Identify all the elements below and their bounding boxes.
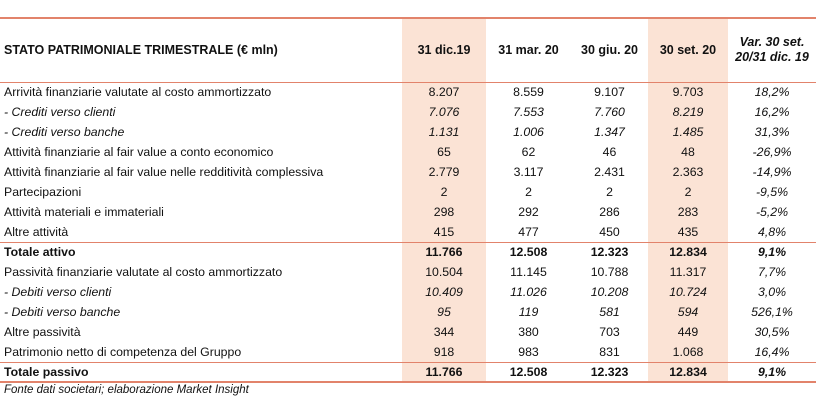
cell-giu20: 581 (599, 305, 620, 319)
header-col-set20: 30 set. 20 (648, 18, 728, 82)
table-row (0, 142, 816, 162)
cell-dic19: 415 (402, 222, 486, 242)
table-row (0, 362, 816, 382)
cell-variation: 9,1% (728, 362, 816, 382)
cell-variation: 18,2% (754, 85, 790, 100)
cell-variation: -14,9% (752, 165, 792, 179)
header-col-giu20: 30 giu. 20 (571, 18, 648, 82)
cell-set20: 8.219 (648, 102, 728, 122)
cell-variation: 30,5% (754, 325, 790, 339)
row-label: Arrività finanziarie valutate al costo ammortizzato (4, 85, 272, 100)
cell-dic19: 298 (402, 202, 486, 222)
cell-set20: 594 (648, 302, 728, 322)
cell-giu20: 2 (606, 185, 613, 199)
cell-giu20: 12.323 (571, 242, 648, 262)
cell-variation: -5,2% (755, 205, 789, 219)
row-label: Altre passività (4, 325, 81, 339)
cell-mar20: 11.145 (510, 265, 547, 279)
cell-set20: 435 (648, 222, 728, 242)
table-row (0, 342, 816, 362)
cell-mar20: 477 (518, 224, 539, 239)
cell-giu20: 10.788 (590, 265, 629, 279)
cell-dic19: 1.131 (402, 122, 486, 142)
cell-set20: 11.317 (648, 262, 728, 282)
cell-giu20: 286 (599, 205, 620, 219)
cell-dic19: 2 (402, 182, 486, 202)
cell-mar20: 119 (518, 305, 539, 319)
cell-dic19: 918 (402, 342, 486, 362)
row-label: Patrimonio netto di competenza del Gruppo (4, 344, 242, 359)
cell-variation: 526,1% (751, 305, 793, 319)
cell-mar20: 3.117 (513, 165, 544, 179)
cell-mar20: 12.508 (486, 242, 571, 262)
cell-set20: 12.834 (648, 242, 728, 262)
table-row (0, 162, 816, 182)
row-label: - Crediti verso banche (4, 125, 125, 139)
row-label: Totale passivo (0, 362, 402, 382)
row-label: Totale attivo (0, 242, 402, 262)
cell-variation: 3,0% (757, 285, 787, 299)
cell-mar20: 7.553 (513, 105, 544, 119)
cell-dic19: 11.766 (402, 362, 486, 382)
cell-mar20: 12.508 (486, 362, 571, 382)
cell-set20: 1.068 (648, 342, 728, 362)
cell-dic19: 11.766 (402, 242, 486, 262)
header-col-variation: Var. 30 set. 20/31 dic. 19 (728, 18, 816, 82)
cell-giu20: 12.323 (571, 362, 648, 382)
cell-set20: 9.703 (648, 82, 728, 102)
cell-giu20: 46 (602, 145, 617, 159)
row-label: - Crediti verso clienti (4, 105, 116, 119)
row-label: Attività finanziarie al fair value nelle redditività complessiva (4, 165, 324, 179)
cell-dic19: 7.076 (402, 102, 486, 122)
cell-dic19: 8.207 (402, 82, 486, 102)
cell-giu20: 9.107 (594, 85, 625, 100)
cell-giu20: 10.208 (590, 285, 629, 299)
header-title: STATO PATRIMONIALE TRIMESTRALE (€ mln) (0, 18, 402, 82)
table-row (0, 242, 816, 262)
cell-variation: -26,9% (752, 145, 792, 159)
table-row (0, 282, 816, 302)
row-label: Attività finanziarie al fair value a conto economico (4, 145, 274, 159)
table-row (0, 302, 816, 322)
cell-mar20: 62 (521, 145, 536, 159)
cell-dic19: 10.504 (402, 262, 486, 282)
row-label: Attività materiali e immateriali (4, 205, 164, 219)
cell-set20: 48 (648, 142, 728, 162)
cell-set20: 449 (648, 322, 728, 342)
cell-mar20: 983 (518, 344, 539, 359)
cell-set20: 10.724 (648, 282, 728, 302)
row-label: Partecipazioni (4, 185, 82, 199)
cell-giu20: 2.431 (594, 165, 625, 179)
header-col-mar20: 31 mar. 20 (486, 18, 571, 82)
table-row (0, 182, 816, 202)
cell-giu20: 703 (599, 325, 620, 339)
table-row (0, 202, 816, 222)
cell-dic19: 95 (402, 302, 486, 322)
table-body (0, 82, 816, 382)
table-row (0, 262, 816, 282)
cell-mar20: 292 (518, 205, 539, 219)
table-row (0, 102, 816, 122)
table-row (0, 222, 816, 242)
cell-mar20: 1.006 (513, 125, 544, 139)
cell-set20: 12.834 (648, 362, 728, 382)
table-header-row (0, 18, 816, 82)
cell-set20: 2.363 (648, 162, 728, 182)
cell-dic19: 65 (402, 142, 486, 162)
cell-variation: 7,7% (757, 265, 787, 279)
row-label: - Debiti verso banche (4, 305, 121, 319)
balance-sheet-table (0, 17, 816, 383)
cell-variation: 16,4% (754, 344, 790, 359)
cell-mar20: 11.026 (510, 285, 547, 299)
row-label: Passività finanziarie valutate al costo ammortizzato (4, 265, 283, 279)
cell-mar20: 8.559 (513, 85, 544, 100)
table-row (0, 82, 816, 102)
cell-variation: 9,1% (728, 242, 816, 262)
row-label: - Debiti verso clienti (4, 285, 112, 299)
cell-set20: 283 (648, 202, 728, 222)
cell-mar20: 2 (525, 185, 532, 199)
cell-dic19: 344 (402, 322, 486, 342)
table-row (0, 322, 816, 342)
cell-giu20: 1.347 (594, 125, 625, 139)
cell-set20: 2 (648, 182, 728, 202)
cell-variation: 31,3% (754, 125, 790, 139)
cell-giu20: 831 (599, 344, 620, 359)
cell-giu20: 7.760 (594, 105, 625, 119)
cell-variation: 16,2% (754, 105, 790, 119)
cell-dic19: 10.409 (402, 282, 486, 302)
table-row (0, 122, 816, 142)
row-label: Altre attività (4, 224, 69, 239)
header-col-dic19: 31 dic.19 (402, 18, 486, 82)
cell-variation: -9,5% (755, 185, 789, 199)
source-note: Fonte dati societari; elaborazione Market Insight (4, 384, 249, 396)
cell-dic19: 2.779 (402, 162, 486, 182)
cell-mar20: 380 (518, 325, 539, 339)
cell-giu20: 450 (599, 224, 620, 239)
cell-variation: 4,8% (757, 224, 787, 239)
cell-set20: 1.485 (648, 122, 728, 142)
